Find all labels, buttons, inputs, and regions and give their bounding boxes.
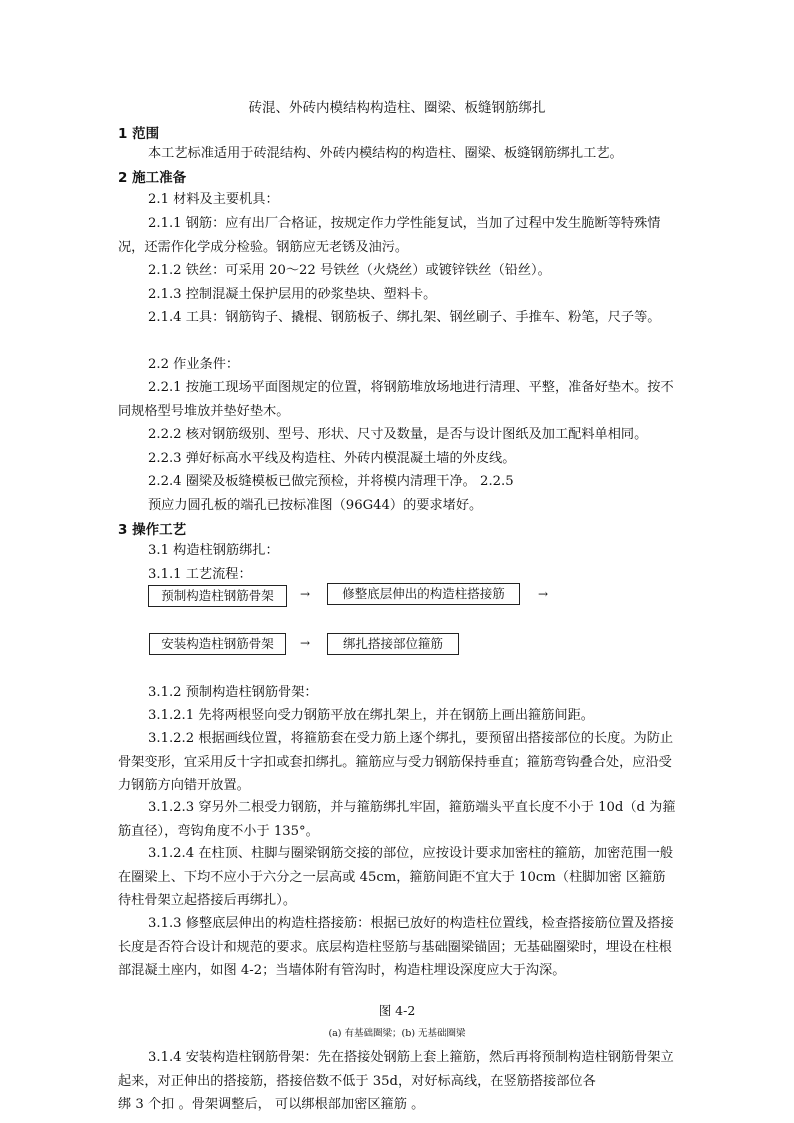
flow-box-prefab-frame: 预制构造柱钢筋骨架 — [148, 585, 287, 607]
section-3-1-1: 3.1.1 工艺流程： — [148, 567, 252, 582]
section-3-1-4: 3.1.4 安装构造柱钢筋骨架：先在搭接处钢筋上套上箍筋，然后再将预制构造柱钢筋骨架立起来，对正伸出的搭接筋，搭接倍数不低于 35d，对好标高线，在竖筋搭接部位各 — [118, 1050, 674, 1089]
figure-caption: (a) 有基础圈梁；(b) 无基础圈梁 — [328, 1028, 466, 1039]
section-2-2-4: 2.2.4 圈梁及板缝模板已做完预检，并将模内清理干净。 2.2.5 — [148, 474, 514, 489]
section-2-2-3: 2.2.3 弹好标高水平线及构造柱、外砖内模混凝土墙的外皮线。 — [148, 451, 516, 466]
section-3-1: 3.1 构造柱钢筋绑扎： — [148, 543, 279, 558]
section-2-2-2: 2.2.2 核对钢筋级别、型号、形状、尺寸及数量，是否与设计图纸及加工配料单相同。 — [148, 427, 648, 442]
section-3-1-2-4: 3.1.2.4 在柱顶、柱脚与圈梁钢筋交接的部位，应按设计要求加密柱的箍筋，加密范围一般在圈梁上、下均不应小于六分之一层高或 45cm，箍筋间距不宜大于 10cm（柱脚加密 区箍筋待柱骨架立起搭接后再绑扎）。 — [118, 846, 674, 908]
section-2-1-4: 2.1.4 工具：钢筋钩子、撬棍、钢筋板子、绑扎架、钢丝刷子、手推车、粉笔，尺子等。 — [148, 310, 661, 325]
flow-arrow-2: → — [538, 587, 549, 601]
section-3-1-2-2: 3.1.2.2 根据画线位置，将箍筋套在受力筋上逐个绑扎，要预留出搭接部位的长度。为防止骨架变形，宜采用反十字扣或套扣绑扎。箍筋应与受力钢筋保持垂直；箍筋弯钩叠合处，应沿受力钢筋方向错开放置。 — [118, 731, 674, 793]
document-title: 砖混、外砖内模结构构造柱、圈梁、板缝钢筋绑扎 — [248, 100, 546, 116]
section-2-2-5: 预应力圆孔板的端孔已按标准图（96G44）的要求堵好。 — [148, 498, 483, 513]
section-3-heading: 3 操作工艺 — [118, 522, 187, 538]
section-2-heading: 2 施工准备 — [118, 170, 187, 186]
section-2-1: 2.1 材料及主要机具： — [148, 192, 279, 207]
section-1-heading: 1 范围 — [118, 126, 160, 142]
section-2-1-2: 2.1.2 铁丝：可采用 20～22 号铁丝（火烧丝）或镀锌铁丝（铅丝）。 — [148, 263, 551, 278]
section-2-2: 2.2 作业条件： — [148, 357, 240, 372]
section-3-1-2-3: 3.1.2.3 穿另外二根受力钢筋，并与箍筋绑扎牢固，箍筋端头平直长度不小于 10d（d 为箍筋直径），弯钩角度不小于 135°。 — [118, 800, 676, 839]
section-3-1-3: 3.1.3 修整底层伸出的构造柱搭接筋：根据已放好的构造柱位置线，检查搭接筋位置及搭接长度是否符合设计和规范的要求。底层构造柱竖筋与基础圈梁锚固；无基础圈梁时，埋设在柱根部混凝土座内，如图 4-2；当墙体附有管沟时，构造柱埋设深度应大于沟深。 — [118, 916, 674, 978]
section-2-2-1: 2.2.1 按施工现场平面图规定的位置，将钢筋堆放场地进行清理、平整，准备好垫木。按不同规格型号堆放并垫好垫木。 — [118, 380, 674, 419]
section-3-1-4-end: 绑 3 个扣 。骨架调整后， 可以绑根部加密区箍筋 。 — [118, 1097, 425, 1112]
section-3-1-2: 3.1.2 预制构造柱钢筋骨架： — [148, 685, 318, 700]
flow-arrow-1: → — [300, 587, 311, 601]
flow-box-install-frame: 安装构造柱钢筋骨架 — [149, 633, 286, 655]
flow-box-trim-lap-bars: 修整底层伸出的构造柱搭接筋 — [327, 583, 520, 605]
flow-arrow-3: → — [300, 636, 311, 650]
section-2-1-1: 2.1.1 钢筋：应有出厂合格证，按规定作力学性能复试，当加了过程中发生脆断等特殊情况，还需作化学成分检验。钢筋应无老锈及油污。 — [118, 216, 661, 255]
flow-box-bind-stirrups: 绑扎搭接部位箍筋 — [327, 633, 459, 655]
section-1-paragraph: 本工艺标准适用于砖混结构、外砖内模结构的构造柱、圈梁、板缝钢筋绑扎工艺。 — [148, 146, 623, 161]
section-3-1-2-1: 3.1.2.1 先将两根竖向受力钢筋平放在绑扎架上，并在钢筋上画出箍筋间距。 — [148, 708, 594, 723]
figure-title: 图 4-2 — [378, 1003, 416, 1018]
section-2-1-3: 2.1.3 控制混凝土保护层用的砂浆垫块、塑料卡。 — [148, 287, 437, 302]
